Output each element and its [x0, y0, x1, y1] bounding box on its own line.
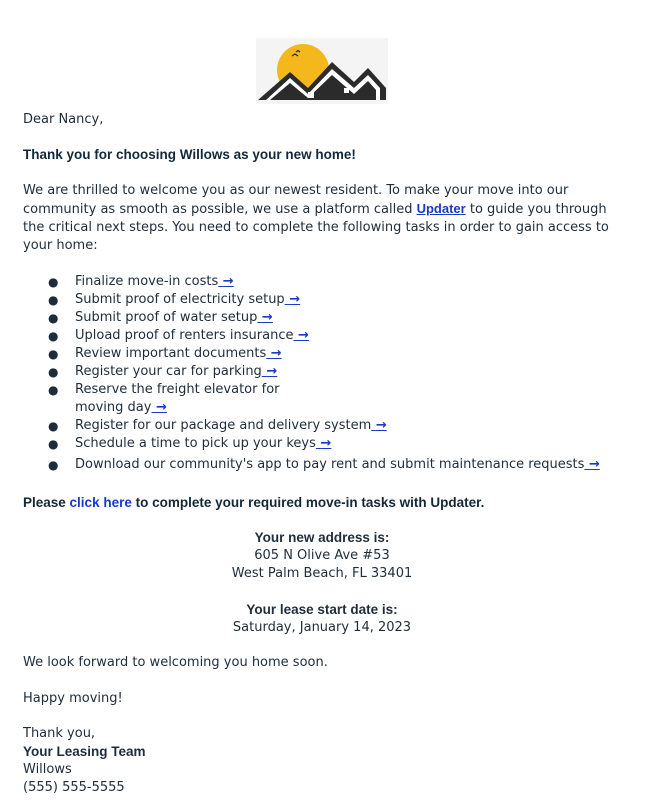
task-item [23, 435, 623, 453]
intro-text-after: to guide you through the critical next steps. You need to complete the following tasks in order to gain access to your home: [23, 202, 609, 253]
task-item [23, 273, 623, 291]
arrow-icon[interactable]: → [222, 274, 234, 289]
bullet-icon: ● [48, 458, 59, 472]
happy-moving: Happy moving! [23, 691, 123, 706]
bullet-icon: ● [48, 419, 59, 433]
task-label: Register your car for parking [75, 364, 262, 379]
arrow-icon[interactable]: → [588, 457, 600, 472]
task-label: Download our community's app to pay rent and submit maintenance requests [75, 457, 585, 472]
address-line-1: 605 N Olive Ave #53 [254, 548, 390, 563]
task-item [23, 345, 623, 363]
task-label: Review important documents [75, 346, 267, 361]
task-list [23, 273, 623, 474]
arrow-icon[interactable]: → [266, 364, 278, 379]
bullet-icon: ● [48, 311, 59, 325]
thank-you-heading: Thank you for choosing Willows as your new home! [23, 147, 356, 162]
arrow-icon[interactable]: → [298, 328, 309, 343]
task-label: Register for our package and delivery system [75, 418, 372, 433]
arrow-icon[interactable]: → [375, 418, 387, 433]
lease-date: Saturday, January 14, 2023 [232, 620, 412, 635]
signoff-team: Your Leasing Team [23, 744, 146, 759]
task-item [23, 381, 285, 417]
arrow-icon[interactable]: → [320, 436, 332, 451]
bullet-icon: ● [48, 329, 59, 343]
updater-link[interactable]: Updater [416, 201, 466, 216]
task-label: Reserve the freight elevator for moving day [75, 382, 280, 415]
bullet-icon: ● [48, 383, 59, 397]
email-body [23, 38, 623, 797]
intro-text-before: We are thrilled to welcome you as our newest resident. To make your move into our community as smooth as possible, we use a platform called [23, 183, 569, 217]
task-label: Submit proof of water setup [75, 310, 258, 325]
task-item [23, 291, 623, 309]
task-label: Schedule a time to pick up your keys [75, 436, 316, 451]
bullet-icon: ● [48, 275, 59, 289]
address-line-2: West Palm Beach, FL 33401 [231, 566, 413, 581]
arrow-icon[interactable]: → [261, 310, 273, 325]
signoff-thanks: Thank you, [23, 726, 96, 741]
task-label: Submit proof of electricity setup [75, 292, 285, 307]
task-label: Finalize move-in costs [75, 274, 219, 289]
task-item [23, 327, 623, 345]
bullet-icon: ● [48, 347, 59, 361]
house-roofs-sun-logo [256, 38, 388, 104]
bullet-icon: ● [48, 437, 59, 451]
bullet-icon: ● [48, 365, 59, 379]
lease-label: Your lease start date is: [246, 602, 398, 617]
task-item [23, 456, 623, 474]
arrow-icon[interactable]: → [289, 292, 301, 307]
signoff-phone: (555) 555-5555 [23, 780, 125, 795]
click-here-link[interactable]: click here [69, 495, 132, 510]
arrow-icon[interactable]: → [156, 400, 167, 415]
task-item [23, 363, 623, 381]
task-label: Upload proof of renters insurance [75, 328, 294, 343]
bullet-icon: ● [48, 293, 59, 307]
call-to-action [23, 494, 623, 512]
signoff-company: Willows [23, 762, 72, 777]
cta-text-after: to complete your required move-in tasks with Updater. [131, 495, 485, 510]
cta-text-before: Please [23, 495, 70, 510]
greeting: Dear Nancy, [23, 112, 104, 127]
address-label: Your new address is: [254, 530, 390, 545]
task-item [23, 417, 623, 435]
arrow-icon[interactable]: → [270, 346, 282, 361]
closing-line: We look forward to welcoming you home soon. [23, 655, 328, 670]
task-item [23, 309, 623, 327]
intro-paragraph [23, 182, 617, 255]
